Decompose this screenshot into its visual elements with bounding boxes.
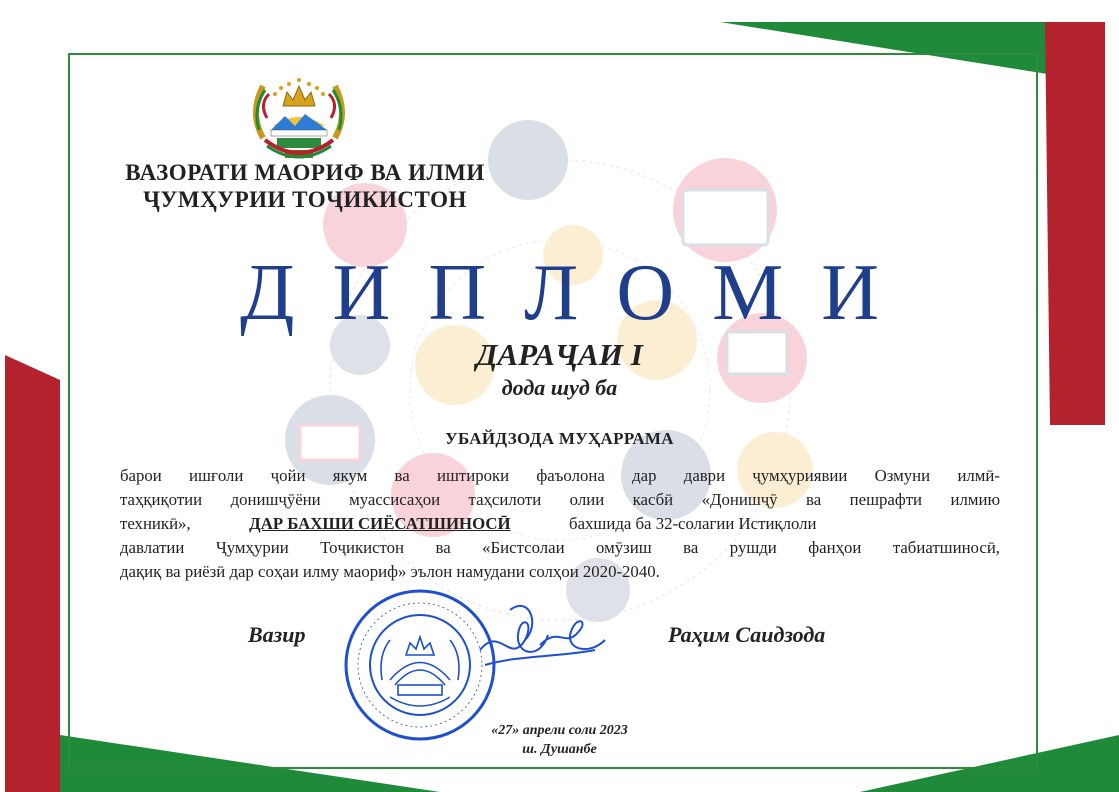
handwritten-signature [470,595,610,680]
description-line-3 [120,512,1000,536]
description-line-1: барои ишғоли ҷойи якум ва иштироки фаъолона дар даври ҷумҳуриявии Озмуни илмӣ- [120,466,1000,485]
ministry-name-line2: ҶУМҲУРИИ ТОҶИКИСТОН [143,187,467,212]
coat-of-arms-emblem [245,68,353,168]
signatory-role: Вазир [248,622,306,647]
section-name: ДАР БАХШИ СИЁСАТШИНОСӢ [249,514,511,533]
description-line-4: давлатии Ҷумҳурии Тоҷикистон ва «Бистсолаи омӯзиш ва рушди фанҳои табиатшиносӣ, [120,538,1000,557]
description-line-5: дақиқ ва риёзӣ дар соҳаи илму маориф» эълон намудани солҳои 2020-2040. [120,562,660,581]
diploma-title: ДИПЛОМИ [239,249,918,337]
description-line-3-start: техникӣ», [120,514,191,533]
signatory-name: Раҳим Саидзода [668,622,826,647]
issue-date: «27» апрели соли 2023 [491,723,628,738]
issue-city: ш. Душанбе [522,742,597,757]
recipient-name: УБАЙДЗОДА МУҲАРРАМА [445,429,674,448]
ministry-name-line1: ВАЗОРАТИ МАОРИФ ВА ИЛМИ [125,160,485,185]
description-line-2: таҳқиқотии донишҷӯёни муассисаҳои таҳсилоти олии касбӣ «Донишҷӯ ва пешрафти илмию [120,490,1000,509]
description-line-3-end: бахшида ба 32-солагии Истиқлоли [569,514,817,533]
awarded-to-label: дода шуд ба [501,375,618,400]
degree-level: ДАРАҶАИ I [476,337,643,372]
